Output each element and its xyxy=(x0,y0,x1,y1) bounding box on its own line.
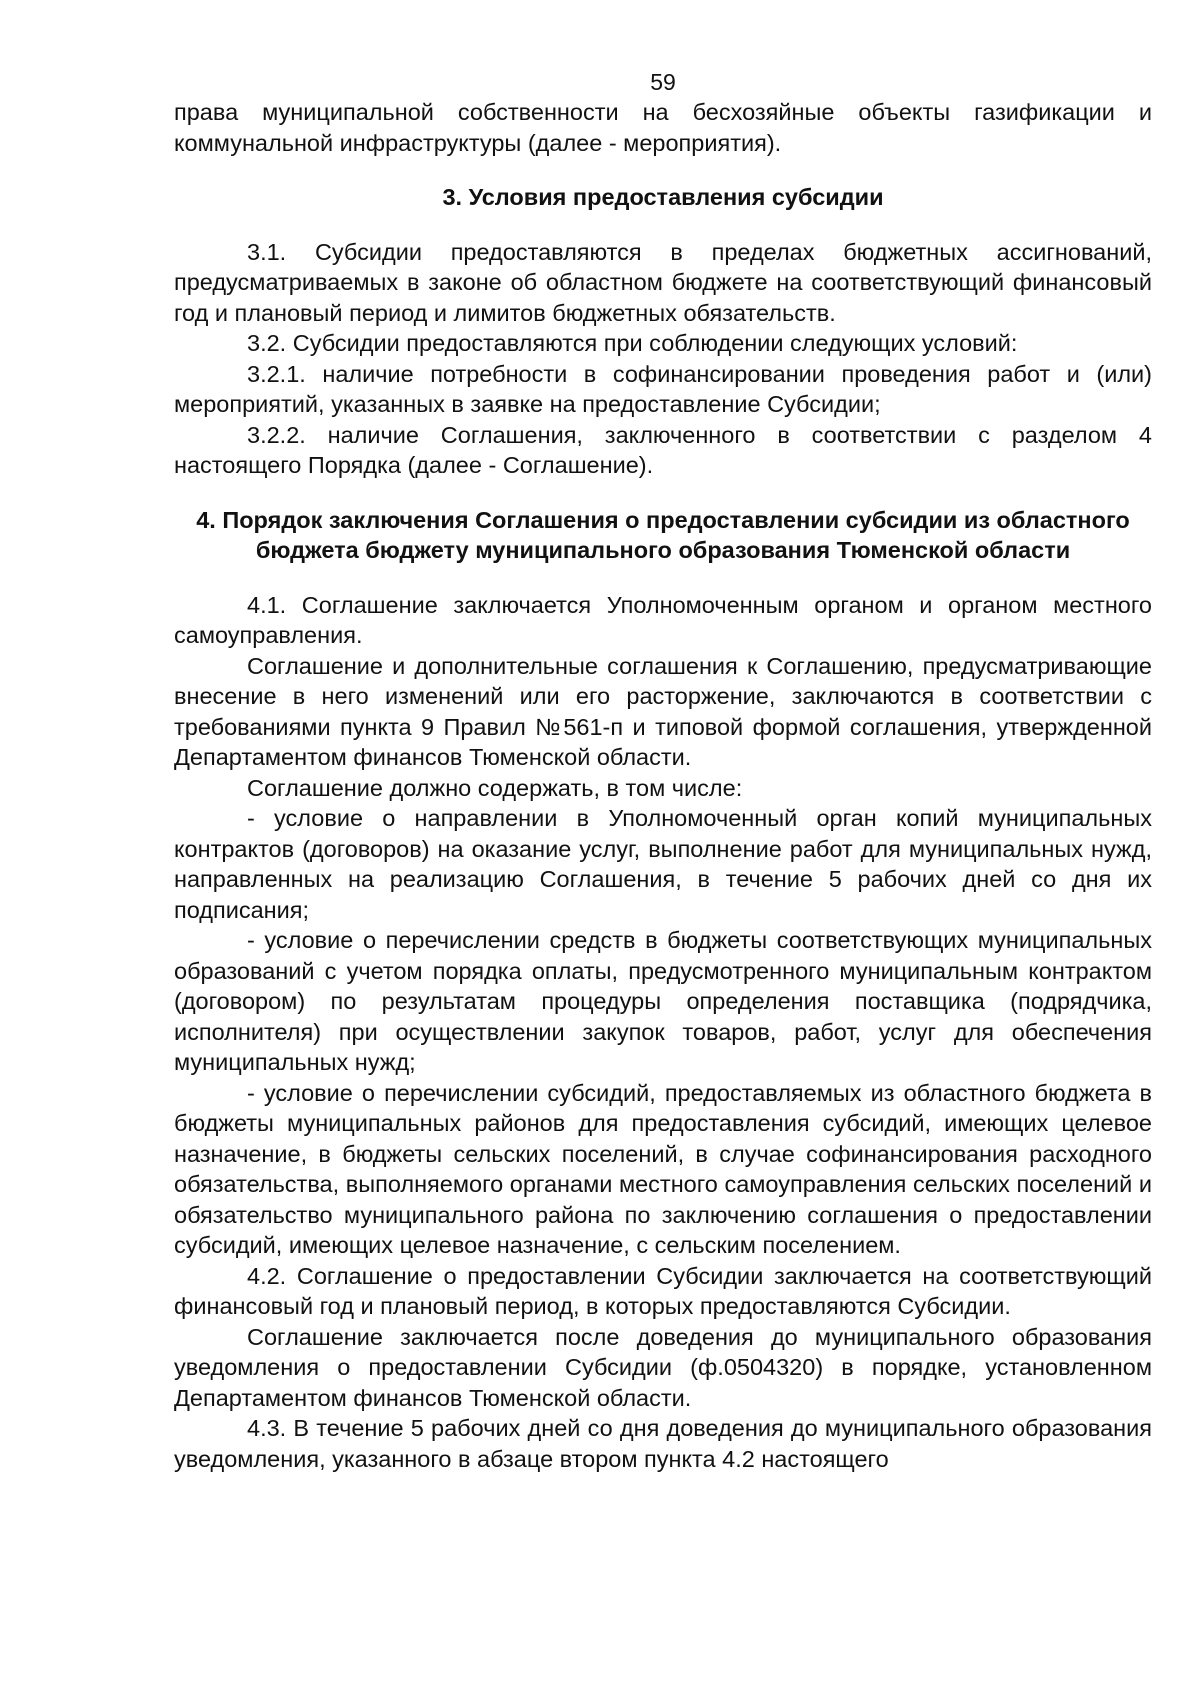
body-paragraph: - условие о перечислении субсидий, предоставляемых из областного бюджета в бюджеты муниципальных районов для предоставления субсидий, имеющих целевое назначение, в бюджеты сельских поселений, в случае софинансирования расходного обязательства, выполняемого органами местного самоуправления сельских поселений и обязательство муниципального района по заключению соглашения о предоставлении субсидий, имеющих целевое назначение, с сельским поселением. xyxy=(174,1079,1152,1258)
section-heading: 3. Условия предоставления субсидии xyxy=(442,184,884,210)
paragraph-spacer xyxy=(174,213,1152,237)
page-number: 59 xyxy=(650,69,676,95)
body-paragraph: 3.2.1. наличие потребности в софинансировании проведения работ и (или) мероприятий, указанных в заявке на предоставление Субсидии; xyxy=(174,360,1152,417)
paragraph-spacer xyxy=(174,566,1152,590)
body-paragraph: 3.1. Субсидии предоставляются в пределах бюджетных ассигнований, предусматриваемых в законе об областном бюджете на соответствующий финансовый год и плановый период и лимитов бюджетных обязательств. xyxy=(174,238,1152,326)
body-paragraph: Соглашение должно содержать, в том числе: xyxy=(247,774,743,801)
body-paragraph: Соглашение заключается после доведения до муниципального образования уведомления о предоставлении Субсидии (ф.0504320) в порядке, установленном Департаментом финансов Тюменской области. xyxy=(174,1323,1152,1411)
body-paragraph: 3.2.2. наличие Соглашения, заключенного в соответствии с разделом 4 настоящего Порядка (далее - Соглашение). xyxy=(174,421,1152,478)
body-paragraph: 4.2. Соглашение о предоставлении Субсидии заключается на соответствующий финансовый год и плановый период, в которых предоставляются Субсидии. xyxy=(174,1262,1152,1319)
section-heading: 4. Порядок заключения Соглашения о предоставлении субсидии из областного бюджета бюджету муниципального образования Тюменской области xyxy=(196,506,1130,563)
body-paragraph: права муниципальной собственности на бесхозяйные объекты газификации и коммунальной инфраструктуры (далее - мероприятия). xyxy=(174,99,1152,156)
body-paragraph: - условие о направлении в Уполномоченный орган копий муниципальных контрактов (договоров) на оказание услуг, выполнение работ для муниципальных нужд, направленных на реализацию Соглашения, в течение 5 рабочих дней со дня их подписания; xyxy=(174,805,1152,923)
paragraph-spacer xyxy=(174,158,1152,182)
body-paragraph: 4.1. Соглашение заключается Уполномоченным органом и органом местного самоуправления. xyxy=(174,591,1152,648)
paragraph-spacer xyxy=(174,481,1152,505)
document-body xyxy=(174,97,1152,1474)
body-paragraph: 3.2. Субсидии предоставляются при соблюдении следующих условий: xyxy=(247,330,1018,356)
body-paragraph: - условие о перечислении средств в бюджеты соответствующих муниципальных образований с учетом порядка оплаты, предусмотренного муниципальным контрактом (договором) по результатам процедуры определения поставщика (подрядчика, исполнителя) при осуществлении закупок товаров, работ, услуг для обеспечения муниципальных нужд; xyxy=(174,927,1152,1075)
body-paragraph: Соглашение и дополнительные соглашения к Соглашению, предусматривающие внесение в него изменений или его расторжение, заключаются в соответствии с требованиями пункта 9 Правил №561-п и типовой формой соглашения, утвержденной Департаментом финансов Тюменской области. xyxy=(174,652,1152,770)
body-paragraph: 4.3. В течение 5 рабочих дней со дня доведения до муниципального образования уведомления, указанного в абзаце втором пункта 4.2 настоящего xyxy=(174,1415,1152,1472)
page-content xyxy=(174,67,1152,1474)
